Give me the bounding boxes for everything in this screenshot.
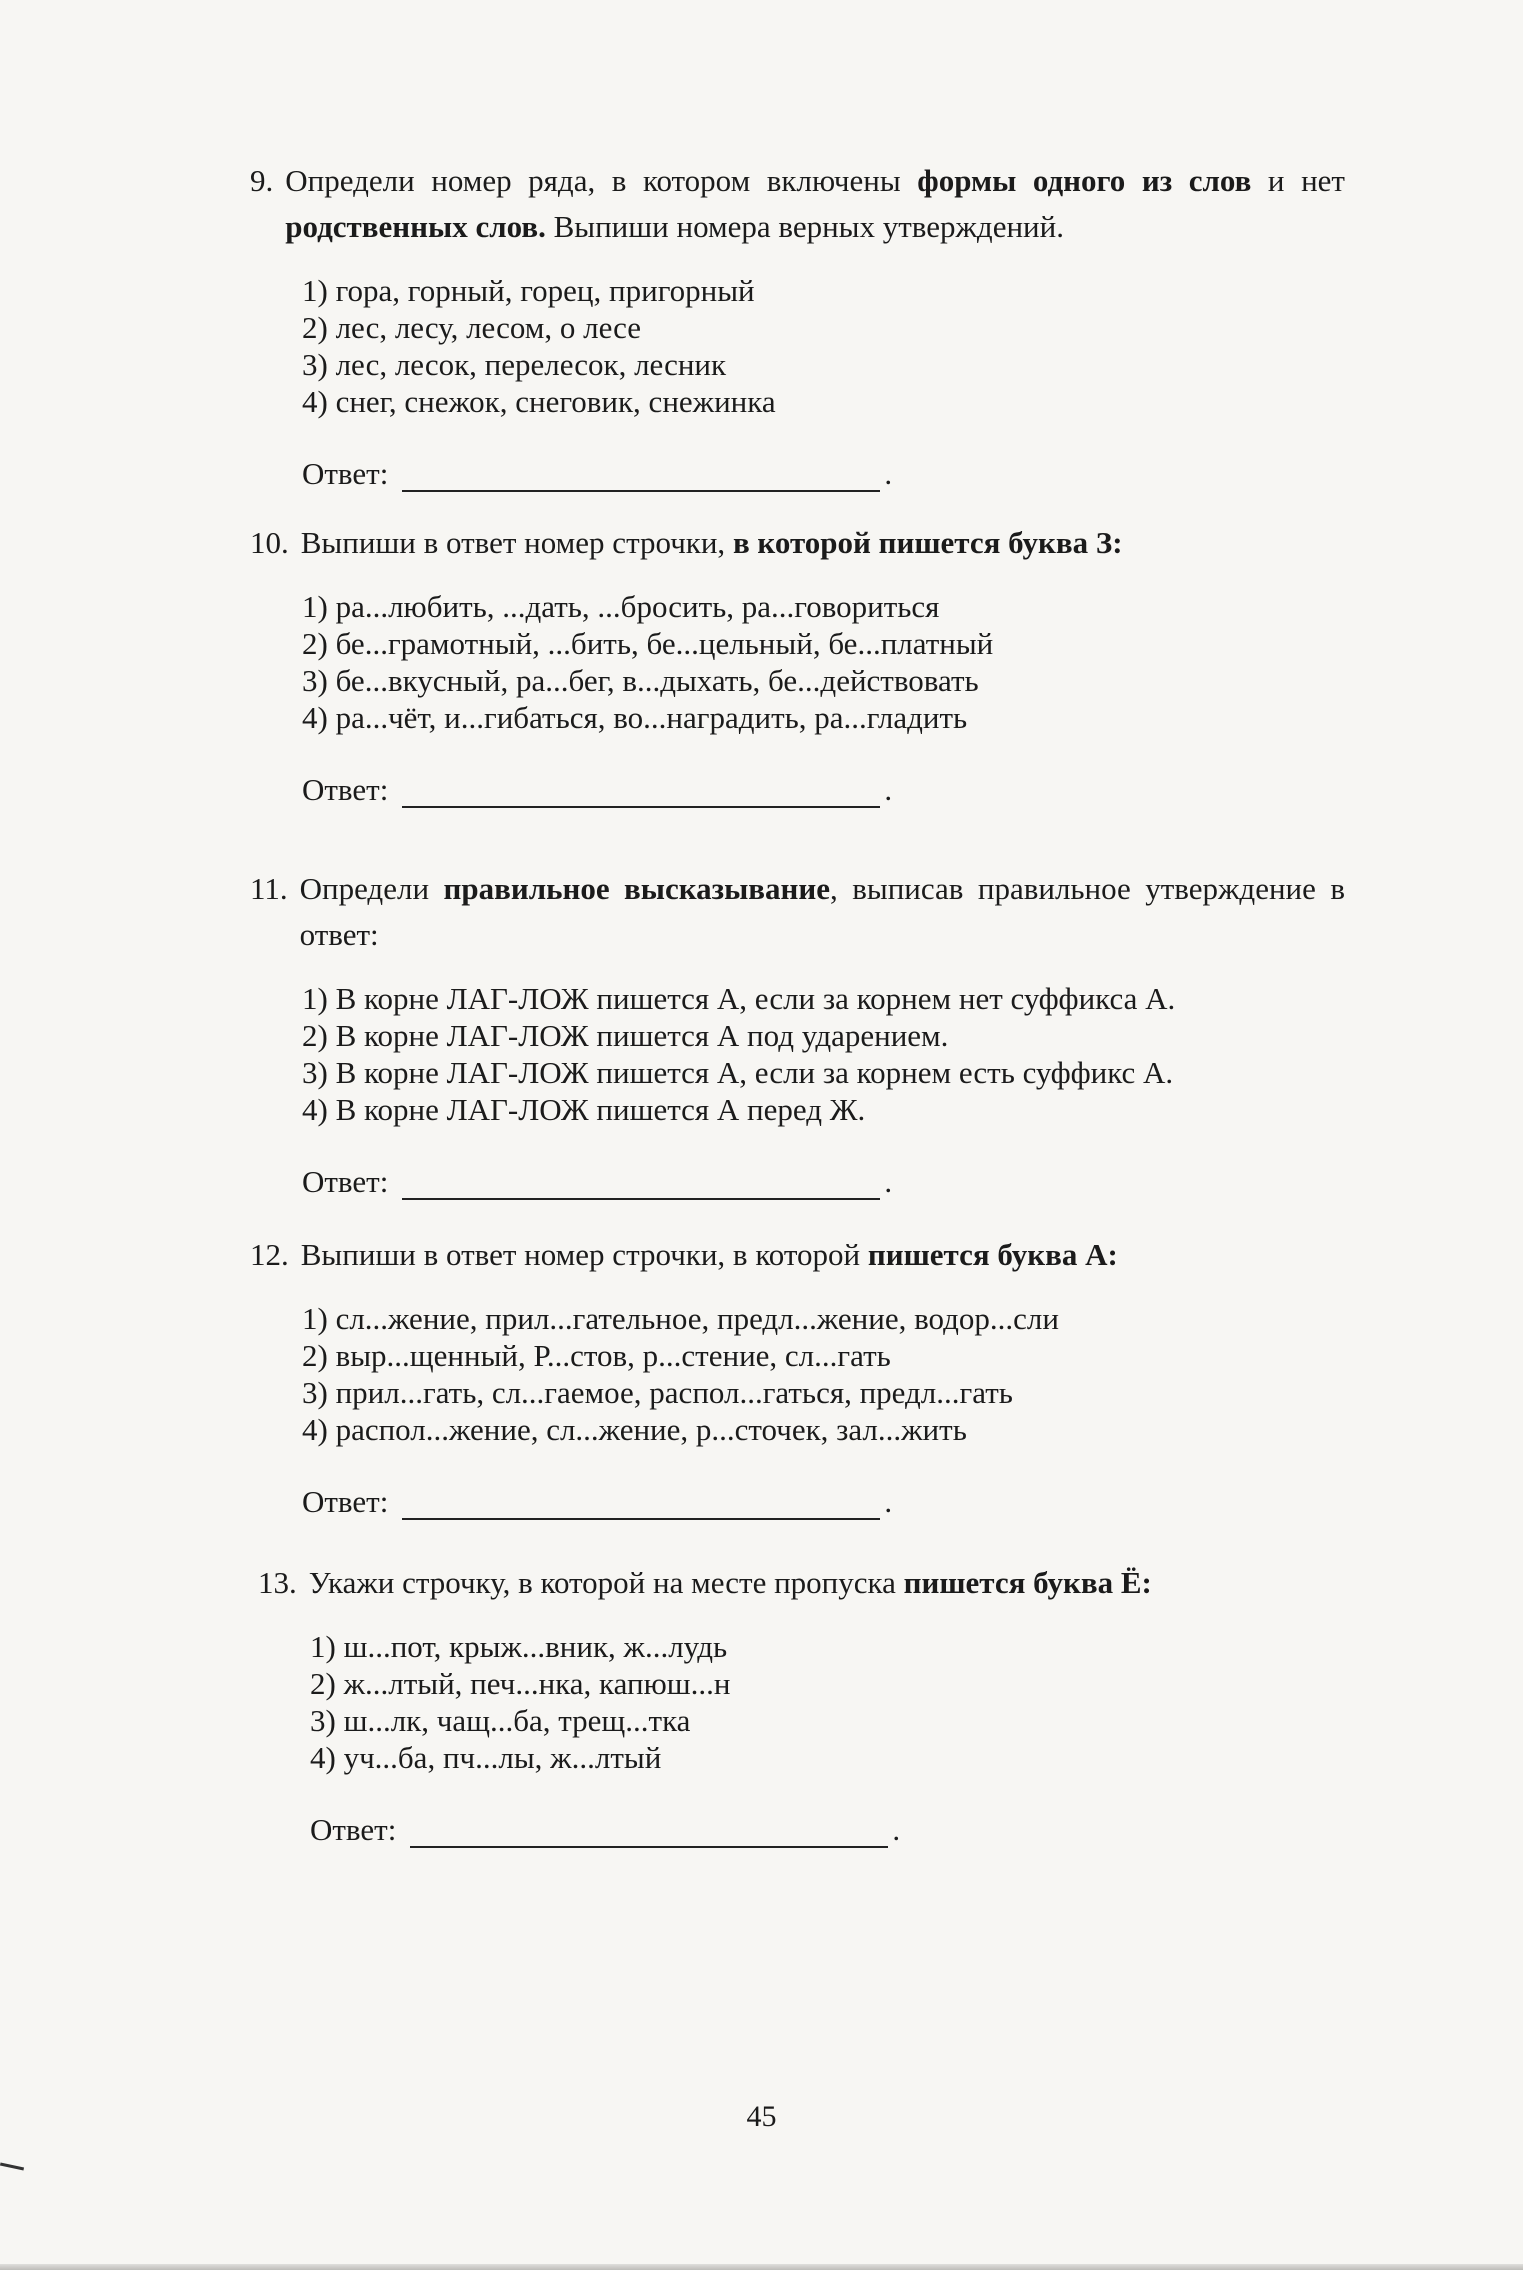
answer-period: . xyxy=(884,456,893,491)
answer-period: . xyxy=(884,772,893,807)
question-number: 11. xyxy=(250,871,288,906)
question-number: 9. xyxy=(250,163,274,198)
answer-period: . xyxy=(884,1484,893,1519)
option-item: 3) ш...лк, чащ...ба, трещ...тка xyxy=(310,1703,691,1738)
question-text: Выпиши в ответ номер строчки, в которой пишется буква З: xyxy=(300,525,1123,560)
question-9 xyxy=(250,158,1345,492)
answer-blank[interactable] xyxy=(402,1168,880,1200)
question-number: 10. xyxy=(250,525,289,560)
answer-row xyxy=(302,456,1345,492)
option-item: 2) лес, лесу, лесом, о лесе xyxy=(302,310,642,345)
option-item: 2) бе...грамотный, ...бить, бе...цельный, бе...платный xyxy=(302,626,994,661)
answer-blank[interactable] xyxy=(402,1488,880,1520)
answer-options xyxy=(250,588,1345,736)
answer-row xyxy=(310,1812,1353,1848)
option-item: 4) распол...жение, сл...жение, р...сточек, зал...жить xyxy=(302,1412,967,1447)
answer-row xyxy=(302,1164,1345,1200)
answer-period: . xyxy=(892,1812,901,1847)
option-item: 4) В корне ЛАГ-ЛОЖ пишется А перед Ж. xyxy=(302,1092,866,1127)
answer-label: Ответ: xyxy=(302,1484,389,1519)
answer-label: Ответ: xyxy=(302,772,389,807)
question-number: 12. xyxy=(250,1237,289,1272)
question-text: Определи номер ряда, в котором включены формы одного из слов и нет родственных слов. Выпиши номера верных утверждений. xyxy=(285,163,1345,244)
question-12 xyxy=(250,1232,1345,1520)
option-item: 1) сл...жение, прил...гательное, предл...жение, водор...сли xyxy=(302,1301,1059,1336)
question-10 xyxy=(250,520,1345,808)
answer-options xyxy=(258,1628,1353,1776)
question-text: Определи правильное высказывание, выписав правильное утверждение в ответ: xyxy=(299,871,1345,952)
answer-label: Ответ: xyxy=(302,456,389,491)
question-13 xyxy=(258,1560,1353,1848)
question-number: 13. xyxy=(258,1565,297,1600)
answer-label: Ответ: xyxy=(310,1812,397,1847)
scan-bottom-edge xyxy=(0,2264,1523,2270)
question-text: Выпиши в ответ номер строчки, в которой пишется буква А: xyxy=(300,1237,1118,1272)
option-item: 4) ра...чёт, и...гибаться, во...наградить, ра...гладить xyxy=(302,700,968,735)
option-item: 3) В корне ЛАГ-ЛОЖ пишется А, если за корнем есть суффикс А. xyxy=(302,1055,1174,1090)
question-text: Укажи строчку, в которой на месте пропуска пишется буква Ё: xyxy=(308,1565,1152,1600)
scan-edge-mark xyxy=(0,2163,24,2171)
page-number: 45 xyxy=(746,2100,777,2133)
answer-blank[interactable] xyxy=(402,776,880,808)
option-item: 2) ж...лтый, печ...нка, капюш...н xyxy=(310,1666,731,1701)
option-item: 3) лес, лесок, перелесок, лесник xyxy=(302,347,727,382)
answer-row xyxy=(302,1484,1345,1520)
option-item: 1) гора, горный, горец, пригорный xyxy=(302,273,755,308)
option-item: 1) ра...любить, ...дать, ...бросить, ра...говориться xyxy=(302,589,940,624)
question-11 xyxy=(250,866,1345,1200)
option-item: 3) прил...гать, сл...гаемое, распол...гаться, предл...гать xyxy=(302,1375,1013,1410)
option-item: 4) снег, снежок, снеговик, снежинка xyxy=(302,384,776,419)
answer-row xyxy=(302,772,1345,808)
answer-options xyxy=(250,272,1345,420)
option-item: 3) бе...вкусный, ра...бег, в...дыхать, бе...действовать xyxy=(302,663,979,698)
option-item: 2) В корне ЛАГ-ЛОЖ пишется А под ударением. xyxy=(302,1018,949,1053)
answer-label: Ответ: xyxy=(302,1164,389,1199)
option-item: 2) выр...щенный, Р...стов, р...стение, сл...гать xyxy=(302,1338,891,1373)
answer-options xyxy=(250,980,1345,1128)
answer-period: . xyxy=(884,1164,893,1199)
answer-options xyxy=(250,1300,1345,1448)
option-item: 1) В корне ЛАГ-ЛОЖ пишется А, если за корнем нет суффикса А. xyxy=(302,981,1176,1016)
option-item: 4) уч...ба, пч...лы, ж...лтый xyxy=(310,1740,662,1775)
option-item: 1) ш...пот, крыж...вник, ж...лудь xyxy=(310,1629,728,1664)
answer-blank[interactable] xyxy=(402,460,880,492)
answer-blank[interactable] xyxy=(410,1816,888,1848)
